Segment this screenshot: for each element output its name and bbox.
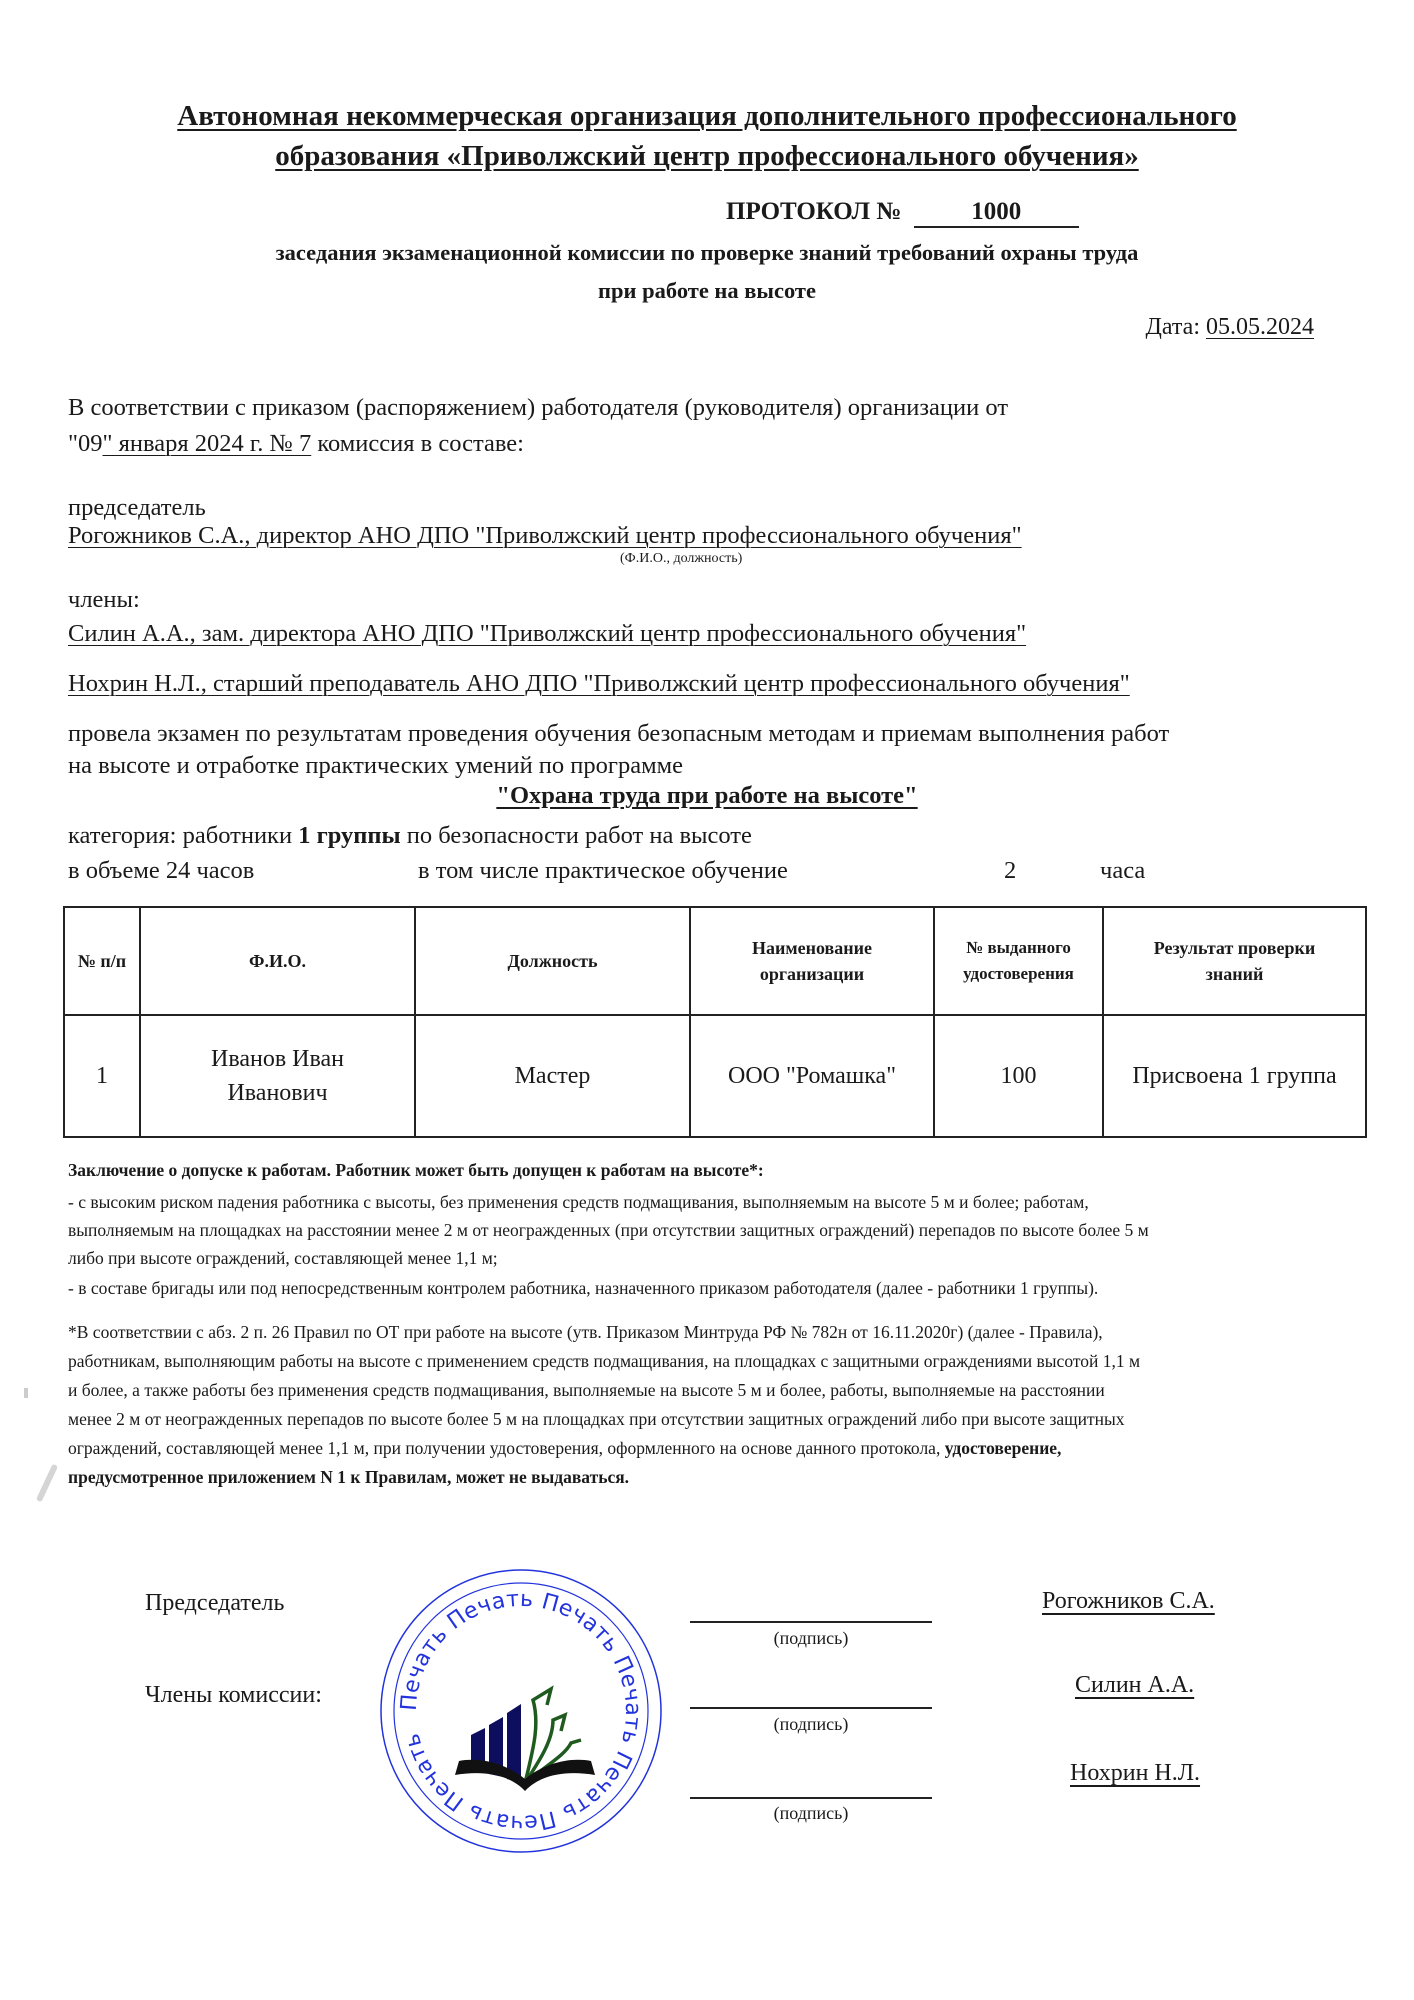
org-title-line2: образования «Приволжский центр профессионального обучения» — [275, 140, 1139, 172]
category-suffix: по безопасности работ на высоте — [400, 822, 752, 849]
stamp-icon — [375, 1565, 667, 1857]
protocol-heading — [726, 198, 1079, 228]
sig-name-chair: Рогожников С.А. — [1042, 1588, 1215, 1614]
sig-name-member-2: Нохрин Н.Л. — [1070, 1760, 1201, 1786]
volume: в объеме 24 часов — [68, 857, 255, 884]
organization-title-2 — [0, 136, 1414, 176]
exam-line-1: провела экзамен по результатам проведения обучения безопасным методам и приемам выполнения работ — [68, 720, 1170, 747]
order-tail: комиссия в составе: — [311, 430, 524, 457]
table-header-row — [64, 907, 1366, 1015]
conclusion-item-1-line-3: либо при высоте ограждений, составляющей менее 1,1 м; — [68, 1248, 498, 1268]
organization-stamp — [375, 1565, 667, 1857]
cell-index: 1 — [64, 1015, 140, 1137]
scan-artifact — [24, 1388, 28, 1398]
protocol-date — [1145, 314, 1314, 341]
protocol-subtitle-1: заседания экзаменационной комиссии по проверке знаний требований охраны труда — [275, 240, 1139, 265]
protocol-number: 1000 — [914, 198, 1079, 228]
signature-caption-3: (подпись) — [773, 1803, 849, 1823]
signature-line-1[interactable] — [690, 1621, 932, 1623]
protocol-subtitle-2: при работе на высоте — [598, 278, 816, 303]
program-name: "Охрана труда при работе на высоте" — [496, 782, 918, 809]
org-title-line1: Автономная некоммерческая организация дополнительного профессионального — [177, 100, 1237, 132]
order-line-1: В соответствии с приказом (распоряжением) работодателя (руководителя) организации от — [68, 394, 1009, 421]
cell-name: Иванов Иван Иванович — [140, 1015, 415, 1137]
category-line — [68, 820, 752, 852]
header-name: Ф.И.О. — [140, 907, 415, 1015]
conclusion-item-1-line-2: выполняемым на площадках на расстоянии менее 2 м от неогражденных (при отсутствии защитных ограждений) перепадов по высоте более 5 м — [68, 1220, 1149, 1240]
program-title — [0, 782, 1414, 810]
chair-value: Рогожников С.А., директор АНО ДПО "Приволжский центр профессионального обучения" — [68, 522, 1022, 549]
header-organization: Наименование организации — [690, 907, 934, 1015]
cell-result: Присвоена 1 группа — [1103, 1015, 1366, 1137]
member-2 — [68, 668, 1130, 700]
header-result: Результат проверки знаний — [1103, 907, 1366, 1015]
conclusion-item-1-line-1: - с высоким риском падения работника с высоты, без применения средств подмащивания, выполняемым на высоте 5 м и более; работам, — [68, 1192, 1089, 1212]
order-date: " января 2024 г. № 7 — [102, 430, 312, 457]
footnote-line-2: работникам, выполняющим работы на высоте с применением средств подмащивания, на площадках с защитными ограждениями высотой 1,1 м — [68, 1351, 1141, 1371]
member-1-value: Силин А.А., зам. директора АНО ДПО "Приволжский центр профессионального обучения" — [68, 620, 1027, 647]
results-table — [63, 906, 1367, 1138]
member-2-value: Нохрин Н.Л., старший преподаватель АНО ДПО "Приволжский центр профессионального обучения" — [68, 670, 1130, 697]
order-line-2 — [68, 428, 524, 460]
signature-line-2[interactable] — [690, 1707, 932, 1709]
footnote-line-5-bold: удостоверение, — [944, 1438, 1062, 1458]
sig-name-member-1: Силин А.А. — [1075, 1672, 1195, 1698]
header-index: № п/п — [64, 907, 140, 1015]
table-row — [64, 1015, 1366, 1137]
chair-caption: (Ф.И.О., должность) — [620, 551, 743, 566]
cell-certificate: 100 — [934, 1015, 1103, 1137]
sig-chair-label: Председатель — [145, 1590, 285, 1616]
svg-text:Печать Печать Печать Печать Пе: Печать Печать Печать Печать Печать Печать Печать — [396, 1586, 646, 1836]
practical-hours: 2 — [1004, 857, 1017, 884]
conclusion-heading: Заключение о допуске к работам. Работник может быть допущен к работам на высоте*: — [68, 1160, 764, 1180]
signature-caption-2: (подпись) — [773, 1714, 849, 1734]
footnote-line-4: менее 2 м от неогражденных перепадов по высоте более 5 м на площадках при отсутствии защитных ограждений либо при высоте защитных — [68, 1409, 1125, 1429]
footnote-line-1: *В соответствии с абз. 2 п. 26 Правил по ОТ при работе на высоте (утв. Приказом Минтруда РФ № 782н от 16.11.2020г) (далее - Правила), — [68, 1322, 1103, 1342]
cell-organization: ООО "Ромашка" — [690, 1015, 934, 1137]
scan-artifact-stroke — [36, 1464, 58, 1503]
sig-members-label: Члены комиссии: — [145, 1682, 322, 1708]
logo-book — [455, 1760, 595, 1791]
signature-caption-1: (подпись) — [773, 1628, 849, 1648]
footnote-line-5-plain: ограждений, составляющей менее 1,1 м, при получении удостоверения, оформленного на основе данного протокола, — [68, 1438, 945, 1458]
member-1 — [68, 618, 1026, 650]
signature-line-3[interactable] — [690, 1797, 932, 1799]
exam-line-2: на высоте и отработке практических умений по программе — [68, 752, 683, 779]
members-label: члены: — [68, 586, 140, 613]
header-certificate: № выданного удостоверения — [934, 907, 1103, 1015]
header-position: Должность — [415, 907, 690, 1015]
cell-position: Мастер — [415, 1015, 690, 1137]
date-label: Дата: — [1145, 314, 1200, 340]
organization-title — [0, 96, 1414, 136]
chair-label: председатель — [68, 494, 206, 521]
protocol-label: ПРОТОКОЛ № — [726, 198, 902, 225]
practical-label: в том числе практическое обучение — [418, 857, 788, 884]
footnote-line-6: предусмотренное приложением N 1 к Правилам, может не выдаваться. — [68, 1467, 630, 1487]
footnote-line-3: и более, а также работы без применения средств подмащивания, выполняемые на высоте 5 м и более, работы, выполняемые на расстоянии — [68, 1380, 1105, 1400]
conclusion-item-2: - в составе бригады или под непосредственным контролем работника, назначенного приказом работодателя (далее - работники 1 группы). — [68, 1278, 1099, 1298]
date-value: 05.05.2024 — [1206, 314, 1314, 340]
category-prefix: категория: работники — [68, 822, 299, 849]
chair-name — [68, 520, 1022, 552]
category-group: 1 группы — [298, 822, 401, 849]
order-day: "09 — [68, 430, 103, 457]
hours-unit: часа — [1100, 857, 1146, 884]
footnote-line-5 — [68, 1434, 1358, 1462]
